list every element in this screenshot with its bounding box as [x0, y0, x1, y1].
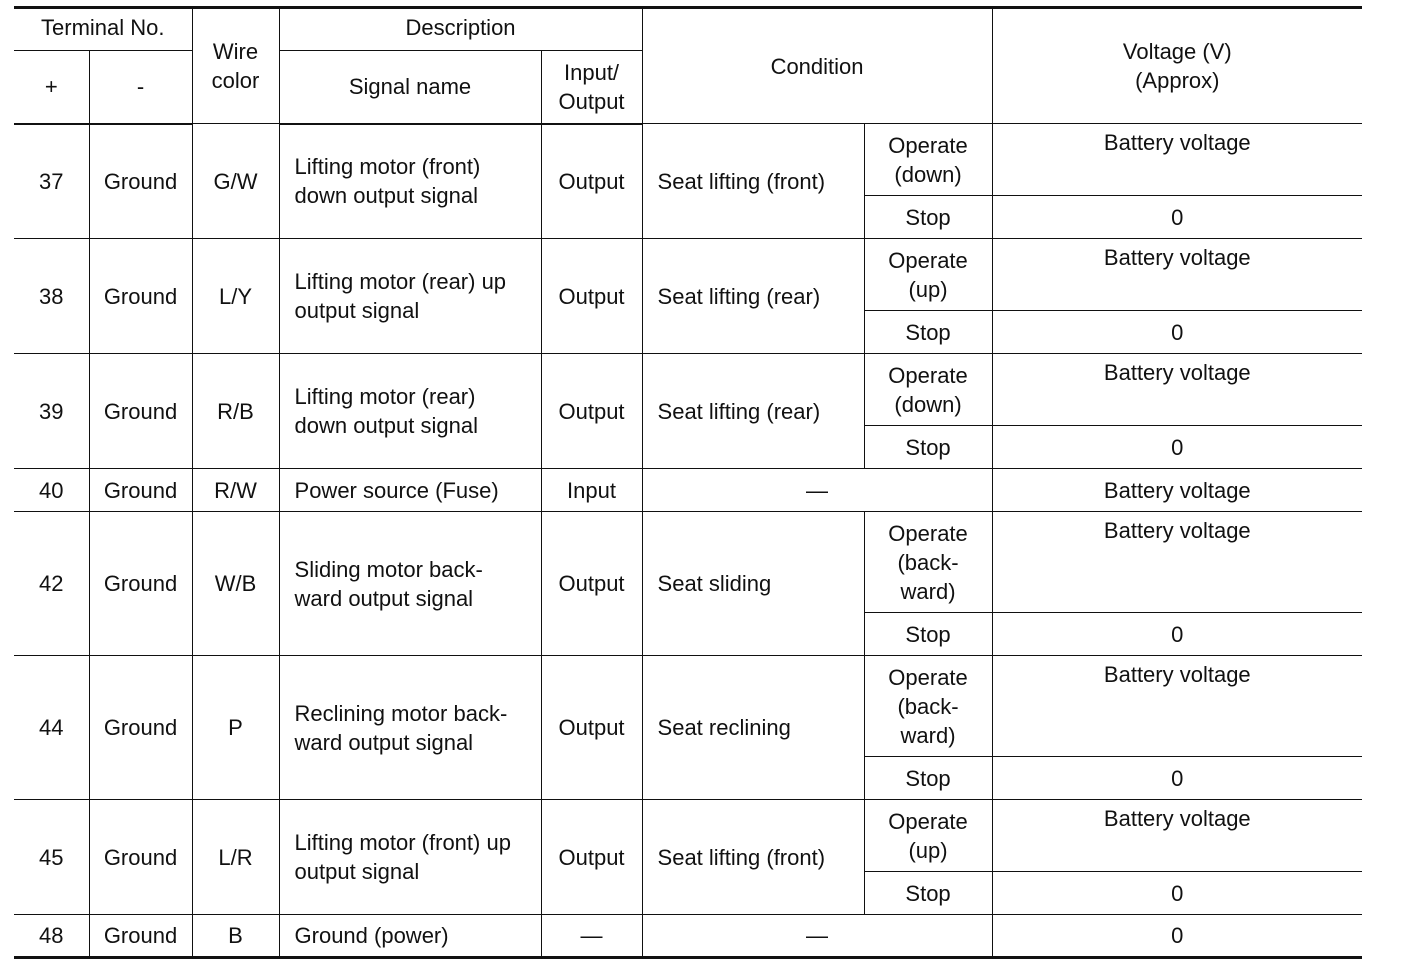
input-output-cell: Output: [541, 354, 642, 469]
terminal-plus-cell: 40: [14, 469, 89, 512]
voltage-cell: Battery voltage: [992, 239, 1362, 311]
terminal-minus-cell: Ground: [89, 915, 192, 958]
terminal-plus-cell: 37: [14, 124, 89, 239]
condition-cell: Seat lifting (rear): [642, 239, 864, 354]
sub-condition-cell: Operate (up): [864, 800, 992, 872]
voltage-cell: Battery voltage: [992, 800, 1362, 872]
header-plus: +: [14, 51, 89, 124]
wire-color-cell: B: [192, 915, 279, 958]
voltage-cell: 0: [992, 872, 1362, 915]
input-output-cell: Output: [541, 512, 642, 656]
voltage-cell: 0: [992, 757, 1362, 800]
signal-name-cell: Lifting motor (front) down output signal: [279, 124, 541, 239]
wire-color-cell: R/W: [192, 469, 279, 512]
sub-condition-cell: Stop: [864, 196, 992, 239]
terminal-plus-cell: 42: [14, 512, 89, 656]
header-condition: Condition: [642, 8, 992, 124]
signal-name-cell: Lifting motor (rear) up output signal: [279, 239, 541, 354]
voltage-cell: Battery voltage: [992, 512, 1362, 613]
voltage-cell: 0: [992, 311, 1362, 354]
table-row: [14, 915, 1362, 958]
voltage-cell: 0: [992, 613, 1362, 656]
condition-cell: Seat reclining: [642, 656, 864, 800]
terminal-minus-cell: Ground: [89, 239, 192, 354]
signal-name-cell: Sliding motor back- ward output signal: [279, 512, 541, 656]
terminal-minus-cell: Ground: [89, 800, 192, 915]
table-row: [14, 656, 1362, 757]
terminal-minus-cell: Ground: [89, 469, 192, 512]
condition-cell: Seat lifting (rear): [642, 354, 864, 469]
header-description: Description: [279, 8, 642, 51]
terminal-minus-cell: Ground: [89, 124, 192, 239]
terminal-plus-cell: 48: [14, 915, 89, 958]
wire-color-cell: P: [192, 656, 279, 800]
table-row: [14, 800, 1362, 872]
sub-condition-cell: Operate (back- ward): [864, 512, 992, 613]
header-input-output: Input/ Output: [541, 51, 642, 124]
table-row: [14, 469, 1362, 512]
voltage-cell: 0: [992, 196, 1362, 239]
wire-color-cell: G/W: [192, 124, 279, 239]
header-minus: -: [89, 51, 192, 124]
condition-cell: Seat lifting (front): [642, 124, 864, 239]
input-output-cell: Output: [541, 124, 642, 239]
sub-condition-cell: Stop: [864, 426, 992, 469]
voltage-cell: Battery voltage: [992, 354, 1362, 426]
sub-condition-cell: Operate (up): [864, 239, 992, 311]
wire-color-cell: W/B: [192, 512, 279, 656]
voltage-cell: Battery voltage: [992, 469, 1362, 512]
voltage-cell: 0: [992, 915, 1362, 958]
terminal-plus-cell: 39: [14, 354, 89, 469]
table-header: [14, 8, 1362, 124]
table-row: [14, 239, 1362, 311]
sub-condition-cell: Stop: [864, 872, 992, 915]
terminal-minus-cell: Ground: [89, 354, 192, 469]
header-voltage: Voltage (V) (Approx): [992, 8, 1362, 124]
signal-name-cell: Power source (Fuse): [279, 469, 541, 512]
signal-name-cell: Ground (power): [279, 915, 541, 958]
sub-condition-cell: Stop: [864, 311, 992, 354]
terminal-minus-cell: Ground: [89, 512, 192, 656]
input-output-cell: Output: [541, 656, 642, 800]
signal-name-cell: Lifting motor (rear) down output signal: [279, 354, 541, 469]
signal-name-cell: Reclining motor back- ward output signal: [279, 656, 541, 800]
voltage-cell: Battery voltage: [992, 124, 1362, 196]
header-terminal-no: Terminal No.: [14, 8, 192, 51]
wire-color-cell: L/Y: [192, 239, 279, 354]
voltage-cell: 0: [992, 426, 1362, 469]
terminal-plus-cell: 44: [14, 656, 89, 800]
condition-cell: —: [642, 469, 992, 512]
terminal-minus-cell: Ground: [89, 656, 192, 800]
terminal-table: [14, 6, 1362, 959]
wire-color-cell: R/B: [192, 354, 279, 469]
condition-cell: Seat lifting (front): [642, 800, 864, 915]
sub-condition-cell: Stop: [864, 757, 992, 800]
condition-cell: Seat sliding: [642, 512, 864, 656]
wire-color-cell: L/R: [192, 800, 279, 915]
terminal-plus-cell: 45: [14, 800, 89, 915]
condition-cell: —: [642, 915, 992, 958]
table-row: [14, 124, 1362, 196]
sub-condition-cell: Stop: [864, 613, 992, 656]
table-row: [14, 512, 1362, 613]
voltage-cell: Battery voltage: [992, 656, 1362, 757]
input-output-cell: Output: [541, 239, 642, 354]
input-output-cell: Output: [541, 800, 642, 915]
table-row: [14, 354, 1362, 426]
sub-condition-cell: Operate (down): [864, 124, 992, 196]
header-signal-name: Signal name: [279, 51, 541, 124]
input-output-cell: —: [541, 915, 642, 958]
sub-condition-cell: Operate (down): [864, 354, 992, 426]
input-output-cell: Input: [541, 469, 642, 512]
sub-condition-cell: Operate (back- ward): [864, 656, 992, 757]
terminal-plus-cell: 38: [14, 239, 89, 354]
table-body: [14, 124, 1362, 958]
signal-name-cell: Lifting motor (front) up output signal: [279, 800, 541, 915]
header-wire-color: Wire color: [192, 8, 279, 124]
